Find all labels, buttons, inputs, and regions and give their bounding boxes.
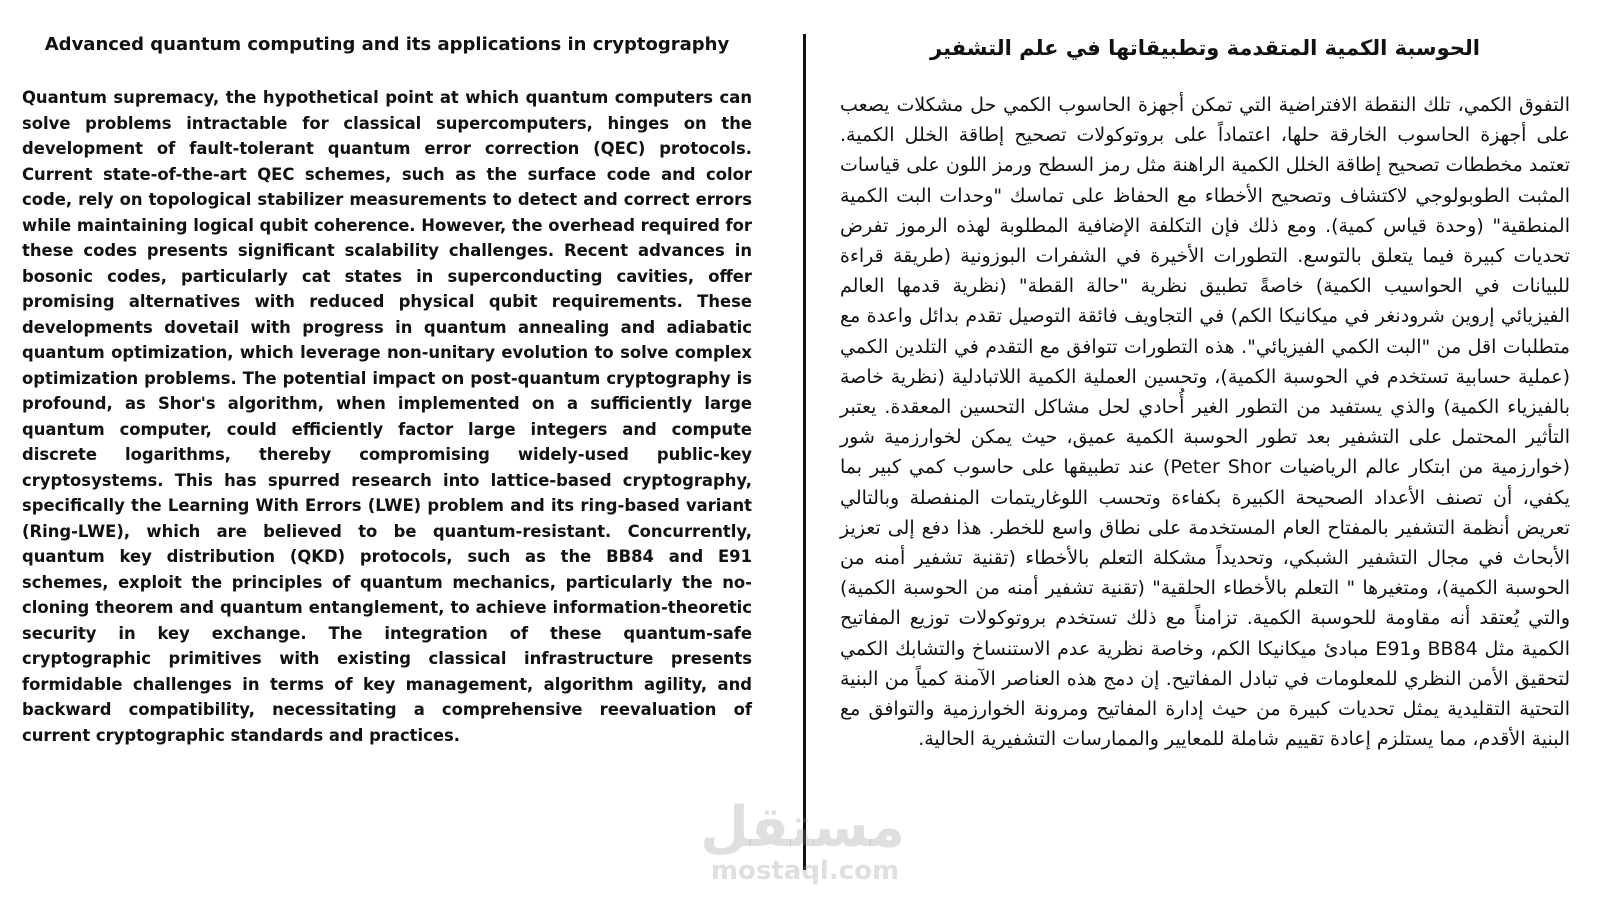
english-title: Advanced quantum computing and its applications in cryptography [44,34,730,55]
column-divider [803,34,806,870]
english-column [22,30,752,748]
arabic-title: الحوسبة الكمية المتقدمة وتطبيقاتها في علم التشفير [930,36,1480,60]
english-body: Quantum supremacy, the hypothetical point at which quantum computers can solve problems intractable for classical supercomputers, hinges on the development of fault-tolerant quantum error correction (QEC) protocols. Current state-of-the-art QEC schemes, such as the surface code and color code, rely on topological stabilizer measurements to detect and correct errors while maintaining logical qubit coherence. However, the overhead required for these codes presents significant scalability challenges. Recent advances in bosonic codes, particularly cat states in superconducting cavities, offer promising alternatives with reduced physical qubit requirements. These developments dovetail with progress in quantum annealing and adiabatic quantum optimization, which leverage non-unitary evolution to solve complex optimization problems. The potential impact on post-quantum cryptography is profound, as Shor's algorithm, when implemented on a sufficiently large quantum computer, could efficiently factor large integers and compute discrete logarithms, thereby compromising widely-used public-key cryptosystems. This has spurred research into lattice-based cryptography, specifically the Learning With Errors (LWE) problem and its ring-based variant (Ring-LWE), which are believed to be quantum-resistant. Concurrently, quantum key distribution (QKD) protocols, such as the BB84 and E91 schemes, exploit the principles of quantum mechanics, particularly the no-cloning theorem and quantum entanglement, to achieve information-theoretic security in key exchange. The integration of these quantum-safe cryptographic primitives with existing classical infrastructure presents formidable challenges in terms of key management, algorithm agility, and backward compatibility, necessitating a comprehensive reevaluation of current cryptographic standards and practices. [22,88,752,745]
arabic-body: التفوق الكمي، تلك النقطة الافتراضية التي تمكن أجهزة الحاسوب الكمي حل مشكلات يصعب على أجهزة الحاسوب الخارقة حلها، اعتماداً على بروتوكولات تصحيح إطاقة الخلل الكمية. تعتمد مخططات تصحيح إطاقة الخلل الكمية الراهنة مثل رمز السطح ورمز اللون على قياسات المثبت الطوبولوجي لاكتشاف وتصحيح الأخطاء مع الحفاظ على تماسك "وحدات البت الكمية المنطقية" (وحدة قياس كمية). ومع ذلك فإن التكلفة الإضافية المطلوبة لهذه الرموز تفرض تحديات كبيرة فيما يتعلق بالتوسع. التطورات الأخيرة في الشفرات البوزونية (طريقة قراءة للبيانات في الحواسيب الكمية) خاصةً تطبيق نظرية "حالة القطة" (نظرية قدمها العالم الفيزيائي إروين شرودنغر في ميكانيكا الكم) في التجاويف فائقة التوصيل تقدم بدائل واعدة مع متطلبات اقل من "البت الكمي الفيزيائي". هذه التطورات تتوافق مع التقدم في التلدين الكمي (عملية حسابية تستخدم في الحوسبة الكمية)، وتحسين العملية الكمية اللاتبادلية (نظرية خاصة بالفيزياء الكمية) والذي يستفيد من التطور الغير أُحادي لحل مشاكل التحسين المعقدة. يعتبر التأثير المحتمل على التشفير بعد تطور الحوسبة الكمية عميق، حيث يمكن لخوارزمية شور (خوارزمية من ابتكار عالم الرياضيات Peter Shor) عند تطبيقها على حاسوب كمي كبير بما يكفي، أن تصنف الأعداد الصحيحة الكبيرة بكفاءة وتحسب اللوغاريتمات المنفصلة وبالتالي تعريض أنظمة التشفير بالمفتاح العام المستخدمة على نطاق واسع للخطر. هذا دفع إلى تعزيز الأبحاث في مجال التشفير الشبكي، وتحديداً مشكلة التعلم بالأخطاء (تقنية تشفير أمنه من الحوسبة الكمية)، ومتغيرها " التعلم بالأخطاء الحلقية" (تقنية تشفير أمنه من الحوسبة الكمية) والتي يُعتقد أنه مقاومة للحوسبة الكمية. تزامناً مع ذلك تستخدم بروتوكولات توزيع المفاتيح الكمية مثل BB84 وE91 مبادئ ميكانيكا الكم، وخاصة نظرية عدم الاستنساخ والتشابك الكمي لتحقيق الأمن النظري للمعلومات في تبادل المفاتيح. إن دمج هذه العناصر الآمنة كمياً من البنية التحتية التقليدية يمثل تحديات كبيرة من حيث إدارة المفاتيح ومرونة الخوارزمية والتوافق مع البنية الأقدم، مما يستلزم إعادة تقييم شاملة للمعايير والممارسات التشفيرية الحالية. [840,94,1570,751]
watermark-text: mostaql.com [710,856,900,886]
arabic-column [840,30,1570,754]
watermark-logo: مستقل [700,795,905,860]
